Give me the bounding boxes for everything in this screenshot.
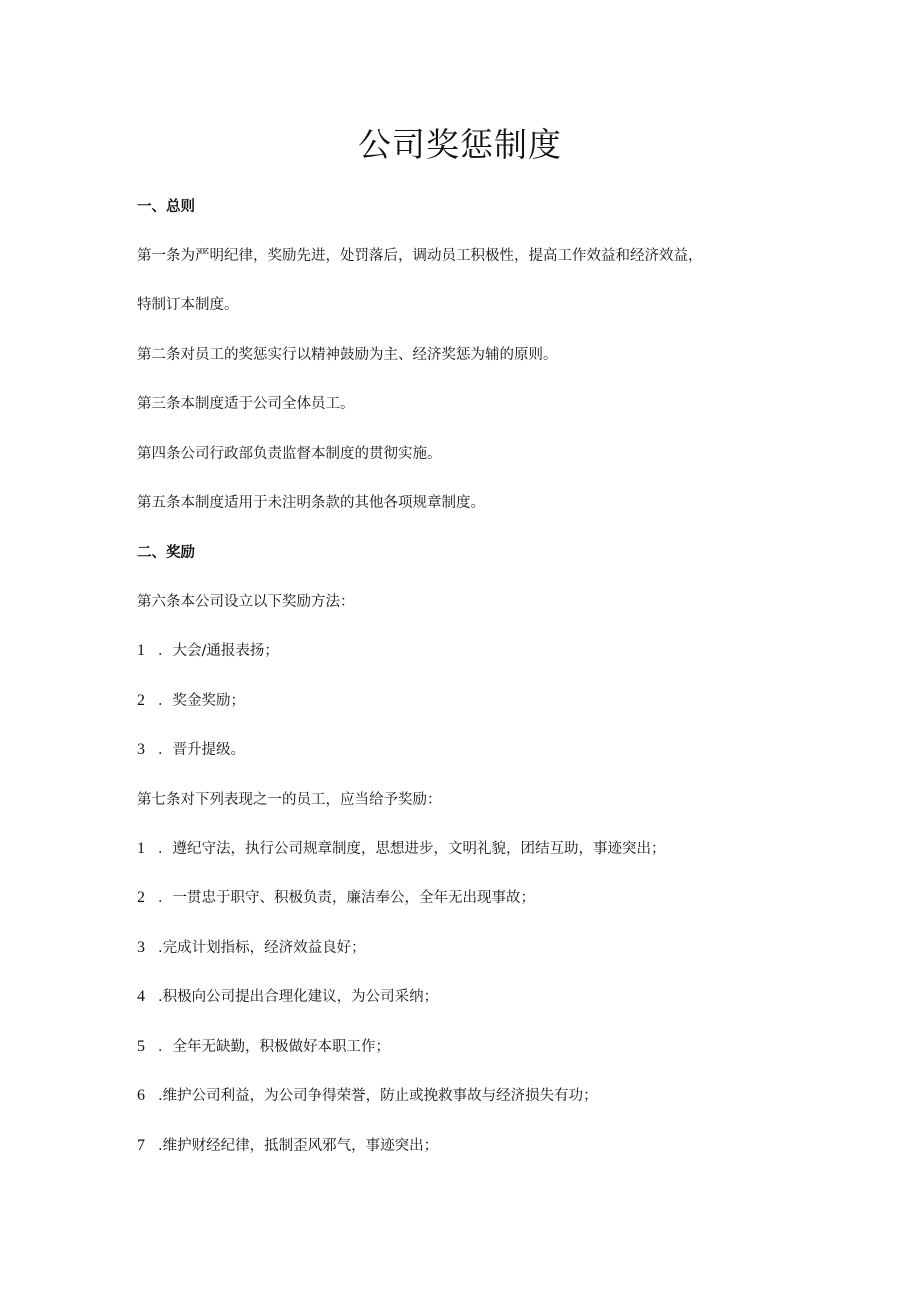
list-item-text: ．晋升提级。 <box>158 742 245 758</box>
list-item <box>137 938 366 958</box>
article-7: 第七条对下列表现之一的员工，应当给予奖励： <box>137 792 442 808</box>
list-item <box>137 1037 390 1057</box>
article-3: 第三条本制度适于公司全体员工。 <box>137 396 355 412</box>
list-item-number: 4 <box>137 988 145 1005</box>
document-title: 公司奖惩制度 <box>358 125 562 164</box>
article-2: 第二条对员工的奖惩实行以精神鼓励为主、经济奖惩为辅的原则。 <box>137 347 558 363</box>
list-item-number: 5 <box>137 1038 145 1055</box>
section-heading-general: 一、总则 <box>137 199 195 215</box>
list-item <box>137 839 666 859</box>
section-heading-rewards: 二、奖励 <box>137 545 195 561</box>
article-6: 第六条本公司设立以下奖励方法： <box>137 594 355 610</box>
list-item-number: 3 <box>137 939 145 956</box>
list-item <box>137 1086 598 1106</box>
list-item-text: ．一贯忠于职守、积极负责，廉洁奉公，全年无出现事故； <box>158 890 535 906</box>
list-item-number: 3 <box>137 741 145 758</box>
list-item-text: .维护公司利益，为公司争得荣誉，防止或挽救事故与经济损失有功； <box>158 1088 598 1104</box>
list-item-text: ．遵纪守法，执行公司规章制度，思想进步，文明礼貌，团结互助，事迹突出； <box>158 841 666 857</box>
article-1-line-1: 第一条为严明纪律，奖励先进，处罚落后，调动员工积极性，提高工作效益和经济效益， <box>137 248 703 264</box>
list-item-number: 7 <box>137 1137 145 1154</box>
article-4: 第四条公司行政部负责监督本制度的贯彻实施。 <box>137 446 442 462</box>
article-1-line-2: 特制订本制度。 <box>137 297 239 313</box>
list-item <box>137 1136 438 1156</box>
list-item-text: .积极向公司提出合理化建议，为公司采纳； <box>158 989 439 1005</box>
list-item-text: .完成计划指标，经济效益良好； <box>158 940 366 956</box>
list-item <box>137 987 438 1007</box>
list-item <box>137 888 535 908</box>
list-item <box>137 740 245 760</box>
list-item-number: 2 <box>137 692 145 709</box>
list-item-number: 1 <box>137 642 145 659</box>
list-item-text: ．大会/通报表扬； <box>158 643 279 659</box>
list-item <box>137 691 245 711</box>
list-item-number: 1 <box>137 840 145 857</box>
list-item <box>137 641 279 661</box>
list-item-number: 2 <box>137 889 145 906</box>
list-item-text: ．奖金奖励； <box>158 693 245 709</box>
list-item-text: ．全年无缺勤，积极做好本职工作； <box>158 1039 390 1055</box>
article-5: 第五条本制度适用于未注明条款的其他各项规章制度。 <box>137 495 485 511</box>
list-item-text: .维护财经纪律，抵制歪风邪气，事迹突出； <box>158 1138 439 1154</box>
list-item-number: 6 <box>137 1087 145 1104</box>
